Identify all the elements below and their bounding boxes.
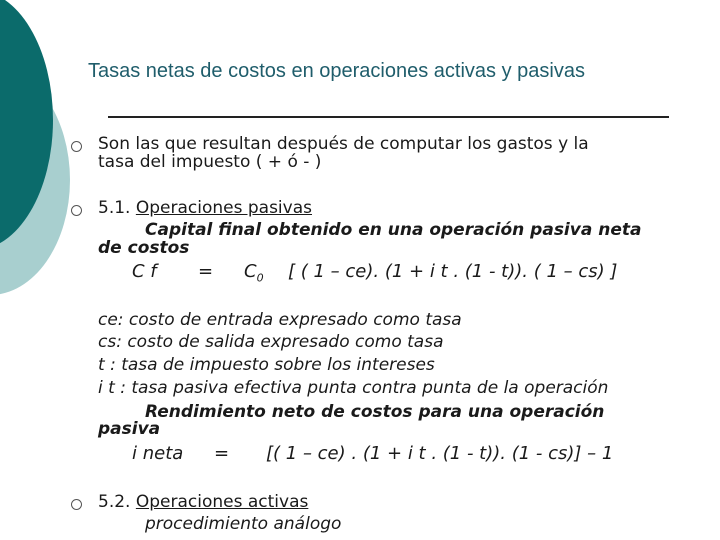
slide-title: Tasas netas de costos en operaciones activas y pasivas (88, 60, 585, 82)
formula-rhs: [ ( 1 – ce). (1 + i t . (1 - t)). ( 1 – cs) ] (288, 261, 618, 282)
section-5-1 (98, 198, 312, 218)
bullet-icon (71, 499, 82, 510)
formula-c0 (244, 262, 264, 289)
formula2-lhs: i neta (132, 443, 184, 464)
yield-line2: pasiva (98, 419, 161, 439)
formula2-rhs: [( 1 – ce) . (1 + i t . (1 - t)). (1 - cs)] – 1 (266, 443, 614, 464)
c0-symbol: C (244, 261, 257, 282)
capital-line2: de costos (98, 238, 190, 258)
section-number: 5.2. (98, 492, 131, 512)
formula-equals: = (198, 261, 214, 282)
bullet1-line1: Son las que resultan después de computar los gastos y la (98, 134, 589, 154)
formula2-equals: = (214, 443, 230, 464)
definition-it: i t : tasa pasiva efectiva punta contra punta de la operación (98, 378, 609, 398)
section-number: 5.1. (98, 198, 131, 218)
title-underline (108, 116, 669, 118)
section-5-2-note: procedimiento análogo (145, 514, 342, 534)
definition-ce: ce: costo de entrada expresado como tasa (98, 310, 462, 330)
yield-line1: Rendimiento neto de costos para una operación (145, 402, 605, 422)
formula-lhs: C f (132, 261, 157, 282)
bullet-icon (71, 141, 82, 152)
bullet-icon (71, 205, 82, 216)
bullet1-line2: tasa del impuesto ( + ó - ) (98, 152, 322, 172)
definition-cs: cs: costo de salida expresado como tasa (98, 332, 444, 352)
section-heading: Operaciones pasivas (135, 198, 312, 218)
c0-subscript: 0 (256, 271, 264, 285)
section-5-2 (98, 492, 308, 512)
definition-t: t : tasa de impuesto sobre los intereses (98, 355, 435, 375)
section-heading: Operaciones activas (135, 492, 309, 512)
capital-line1: Capital final obtenido en una operación pasiva neta (145, 220, 642, 240)
